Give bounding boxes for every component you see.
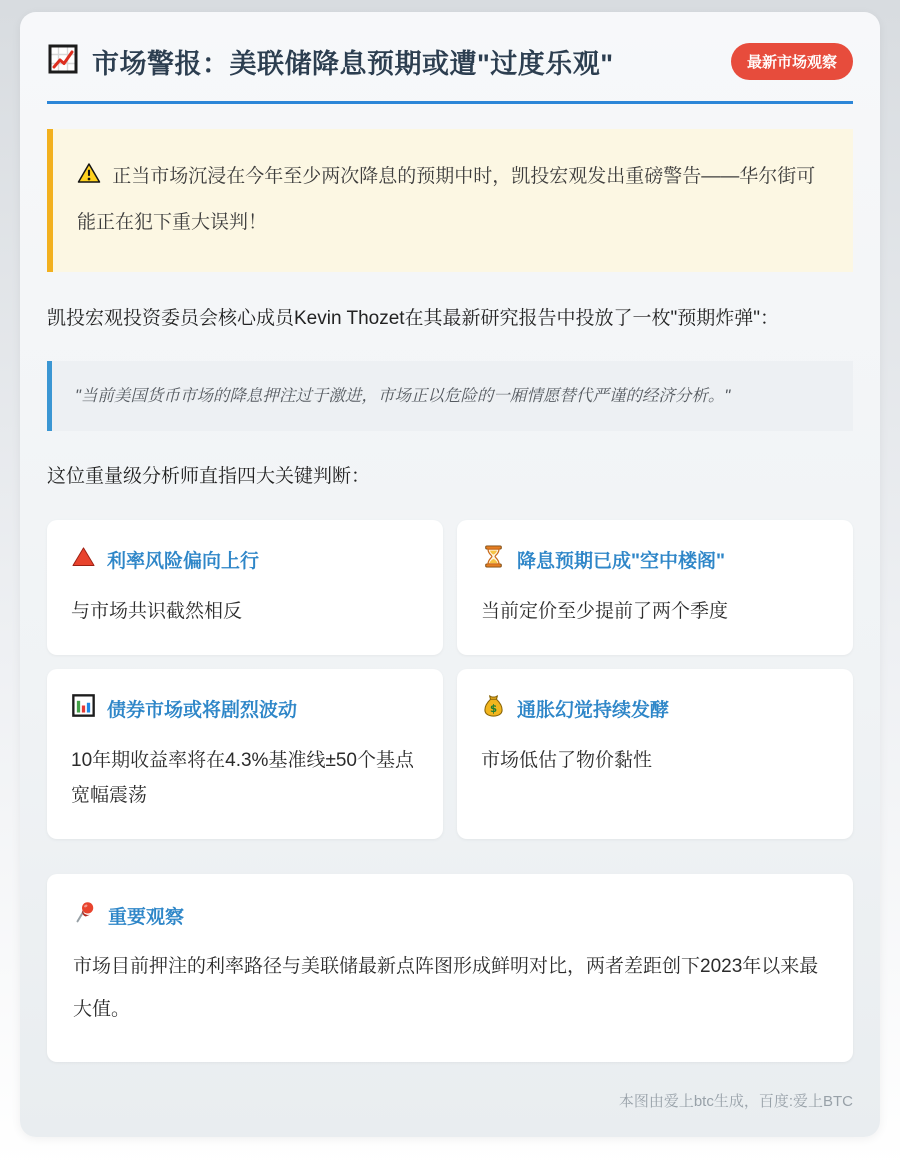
pushpin-icon bbox=[73, 900, 97, 930]
bar-chart-icon bbox=[71, 693, 96, 724]
judgment-desc: 10年期收益率将在4.3%基准线±50个基点宽幅震荡 bbox=[71, 749, 415, 807]
judgment-title-row bbox=[71, 544, 419, 575]
judgment-card-rate-risk bbox=[47, 520, 443, 655]
observation-title: 重要观察 bbox=[108, 906, 185, 928]
warning-icon bbox=[77, 159, 101, 202]
quote-block bbox=[47, 361, 853, 431]
warning-callout bbox=[47, 129, 853, 272]
status-badge: 最新市场观察 bbox=[731, 43, 853, 80]
judgment-card-inflation-illusion bbox=[457, 669, 853, 839]
judgment-card-bond-volatility bbox=[47, 669, 443, 839]
judgment-title: 债券市场或将剧烈波动 bbox=[107, 699, 298, 721]
red-triangle-icon bbox=[71, 544, 96, 575]
judgment-title-row bbox=[481, 693, 829, 724]
judgment-title: 利率风险偏向上行 bbox=[107, 550, 260, 572]
judgment-desc: 与市场共识截然相反 bbox=[71, 600, 243, 622]
judgment-title-row bbox=[71, 693, 419, 724]
judgment-desc: 当前定价至少提前了两个季度 bbox=[481, 600, 729, 622]
judgment-grid bbox=[47, 520, 853, 839]
judgment-desc: 市场低估了物价黏性 bbox=[481, 749, 653, 771]
main-panel bbox=[20, 12, 880, 1137]
warning-text: 正当市场沉浸在今年至少两次降息的预期中时，凯投宏观发出重磅警告——华尔街可能正在犯下重大误判！ bbox=[77, 166, 816, 233]
observation-text: 市场目前押注的利率路径与美联储最新点阵图形成鲜明对比，两者差距创下2023年以来最大值。 bbox=[73, 956, 819, 1021]
judgment-title: 降息预期已成"空中楼阁" bbox=[517, 550, 726, 572]
header bbox=[47, 42, 853, 104]
intro-paragraph: 凯投宏观投资委员会核心成员Kevin Thozet在其最新研究报告中投放了一枚"预期炸弹"： bbox=[47, 307, 780, 329]
chart-increasing-icon bbox=[47, 43, 79, 80]
money-bag-icon bbox=[481, 693, 506, 724]
footer-credit: 本图由爱上btc生成，百度:爱上BTC bbox=[618, 1092, 853, 1110]
svg-text:$: $ bbox=[489, 704, 498, 716]
hourglass-icon bbox=[481, 544, 506, 575]
judgment-title-row bbox=[481, 544, 829, 575]
quote-text: "当前美国货币市场的降息押注过于激进，市场正以危险的一厢情愿替代严谨的经济分析。" bbox=[75, 386, 731, 405]
observation-card bbox=[47, 874, 853, 1062]
section-lead: 这位重量级分析师直指四大关键判断： bbox=[47, 465, 371, 487]
judgment-title: 通胀幻觉持续发酵 bbox=[517, 699, 670, 721]
judgment-card-rate-cut-castle bbox=[457, 520, 853, 655]
page-title: 市场警报：美联储降息预期或遭"过度乐观" bbox=[92, 49, 614, 79]
observation-title-row bbox=[73, 900, 827, 930]
